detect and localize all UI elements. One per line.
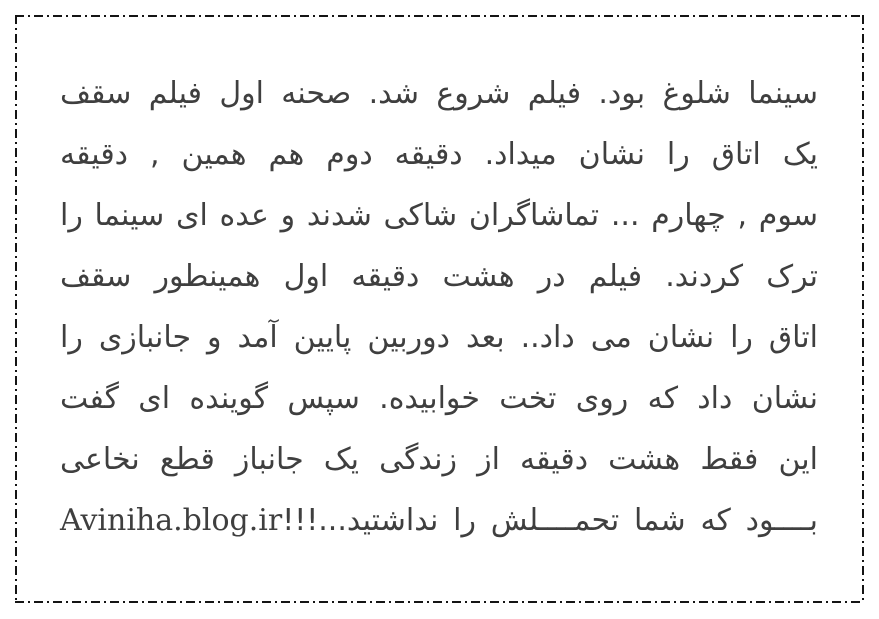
blog-url: Aviniha.blog.ir [60, 503, 283, 538]
story-line: یک اتاق را نشان میداد. دقیقه دوم هم همین , دقیقه [60, 137, 818, 172]
story-line [60, 490, 818, 551]
story-line: نشان داد که روی تخت خوابیده. سپس گوینده ای گفت [60, 381, 818, 416]
story-line: سوم , چهارم ... تماشاگران شاکی شدند و عده ای سینما را [60, 198, 818, 233]
story-line-text: بــــود که شما تحمــــلش را نداشتید...!!! [282, 503, 818, 538]
story-line: ترک کردند. فیلم در هشت دقیقه اول همینطور سقف [60, 259, 818, 294]
story-text [60, 63, 818, 551]
dashed-border-frame [15, 15, 864, 603]
story-line: سینما شلوغ بود. فیلم شروع شد. صحنه اول فیلم سقف [60, 76, 818, 111]
story-line: این فقط هشت دقیقه از زندگی یک جانباز قطع نخاعی [60, 442, 818, 477]
story-line: اتاق را نشان می داد.. بعد دوربین پایین آمد و جانبازی را [60, 320, 818, 355]
